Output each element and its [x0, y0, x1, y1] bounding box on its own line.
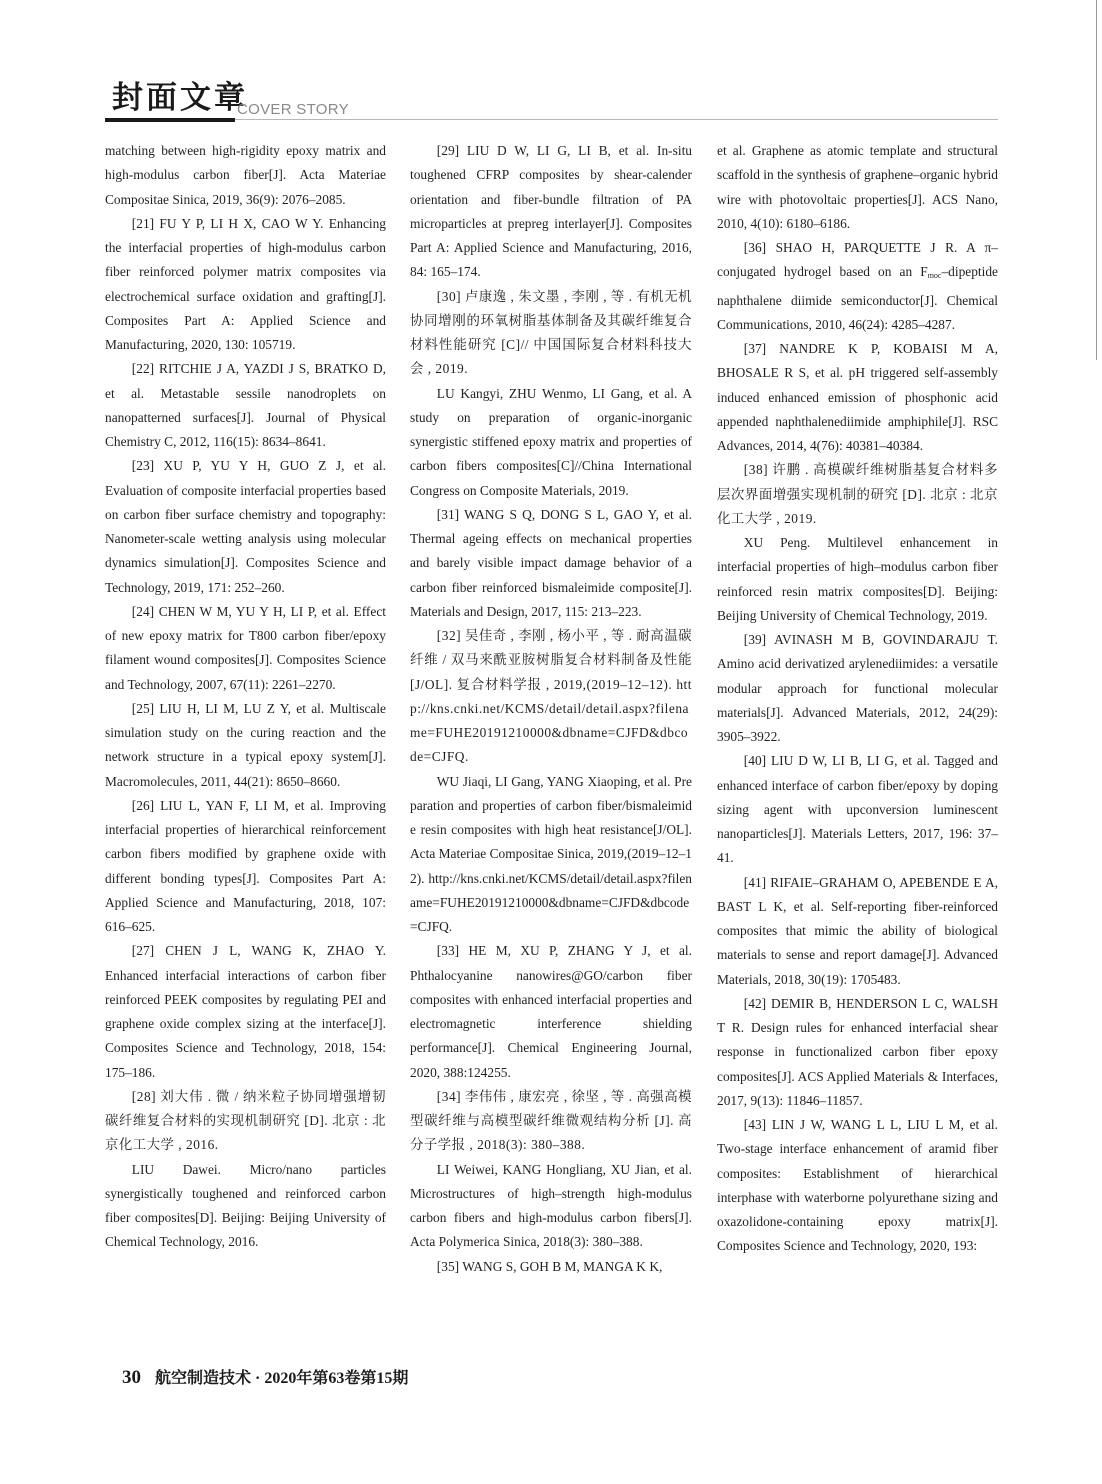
reference-23: [23] XU P, YU Y H, GUO Z J, et al. Evaluation of composite interfacial properties based on carbon fiber surface chemistry and topography: Nanometer-scale wetting analysis using molecular dynamics simulation[J]. Composites Science and Technology, 2019, 171: 252–260.	[105, 458, 386, 595]
reference-34: [34] 李伟伟 , 康宏亮 , 徐坚 , 等 . 高强高模型碳纤维与高模型碳纤维微观结构分析 [J]. 高分子学报 , 2018(3): 380–388.	[410, 1088, 692, 1153]
reference-25: [25] LIU H, LI M, LU Z Y, et al. Multiscale simulation study on the curing reaction and the network structure in a typical epoxy system[J]. Macromolecules, 2011, 44(21): 8650–8660.	[105, 700, 386, 789]
reference-39: [39] AVINASH M B, GOVINDARAJU T. Amino acid derivatized arylenediimides: a versatile modular approach for functional molecular materials[J]. Advanced Materials, 2012, 24(29): 3905–3922.	[717, 632, 998, 744]
journal-info: 航空制造技术 · 2020年第63卷第15期	[155, 1370, 409, 1387]
header-rule	[235, 119, 998, 120]
reference-32: [32] 吴佳奇 , 李刚 , 杨小平 , 等 . 耐高温碳纤维 / 双马来酰亚胺树脂复合材料制备及性能 [J/OL]. 复合材料学报 , 2019,(2019–12–12). http://kns.cnki.net/KCMS/detail/detail.aspx?filename=FUHE20191210000&dbname=CJFD&dbcode=CJFQ.	[410, 628, 692, 765]
reference-30: [30] 卢康逸 , 朱文墨 , 李刚 , 等 . 有机无机协同增刚的环氧树脂基体制备及其碳纤维复合材料性能研究 [C]// 中国国际复合材料科技大会 , 2019.	[410, 288, 692, 377]
reference-35: [35] WANG S, GOH B M, MANGA K K,	[436, 1258, 663, 1274]
page-number: 30	[122, 1367, 141, 1388]
reference-24: [24] CHEN W M, YU Y H, LI P, et al. Effect of new epoxy matrix for T800 carbon fiber/epoxy filament wound composites[J]. Composites Science and Technology, 2007, 67(11): 2261–2270.	[105, 603, 386, 692]
reference-continuation: matching between high-rigidity epoxy matrix and high-modulus carbon fiber[J]. Acta Materiae Compositae Sinica, 2019, 36(9): 2076–2085.	[105, 143, 386, 207]
reference-continuation: et al. Graphene as atomic template and structural scaffold in the synthesis of graphene–organic hybrid wire with photovoltaic properties[J]. ACS Nano, 2010, 4(10): 6180–6186.	[717, 143, 998, 231]
reference-36	[717, 236, 998, 337]
reference-column-2	[410, 139, 692, 1279]
reference-21: [21] FU Y P, LI H X, CAO W Y. Enhancing the interfacial properties of high-modulus carbon fiber reinforced polymer matrix composites via electrochemical surface oxidation and grafting[J]. Composites Part A: Applied Science and Manufacturing, 2020, 130: 105719.	[105, 215, 386, 352]
header-bar	[105, 118, 235, 122]
reference-37: [37] NANDRE K P, KOBAISI M A, BHOSALE R S, et al. pH triggered self-assembly induced enhanced emission of phosphonic acid appended naphthalenediimide amphiphile[J]. RSC Advances, 2014, 4(76): 40381–40384.	[717, 341, 998, 453]
reference-29: [29] LIU D W, LI G, LI B, et al. In-situ toughened CFRP composites by shear-calender orientation and fiber-bundle filtration of PA microparticles at prepreg interlayer[J]. Composites Part A: Applied Science and Manufacturing, 2016, 84: 165–174.	[410, 143, 692, 280]
reference-40: [40] LIU D W, LI B, LI G, et al. Tagged and enhanced interface of carbon fiber/epoxy by doping sizing agent with upconversion luminescent nanoparticles[J]. Materials Letters, 2017, 196: 37–41.	[717, 753, 998, 866]
section-subtitle: COVER STORY	[237, 101, 349, 118]
reference-32-translation: WU Jiaqi, LI Gang, YANG Xiaoping, et al. Preparation and properties of carbon fiber/bismaleimide resin composites with high heat resistance[J/OL]. Acta Materiae Compositae Sinica, 2019,(2019–12–12). http://kns.cnki.net/KCMS/detail/detail.aspx?filename=FUHE20191210000&dbname=CJFD&dbcode=CJFQ.	[410, 773, 692, 934]
section-title: 封面文章	[112, 80, 248, 115]
reference-30-translation: LU Kangyi, ZHU Wenmo, LI Gang, et al. A study on preparation of organic-inorganic synergistic stiffened epoxy matrix and properties of carbon fibers composites[C]//China International Congress on Composite Materials, 2019.	[410, 385, 692, 498]
reference-28: [28] 刘大伟 . 微 / 纳米粒子协同增强增韧碳纤维复合材料的实现机制研究 [D]. 北京 : 北京化工大学 , 2016.	[105, 1088, 386, 1153]
reference-36-part-1: [36] SHAO H, PARQUETTE J R. A π–conjugated hydrogel based on an F	[717, 240, 998, 280]
reference-22: [22] RITCHIE J A, YAZDI J S, BRATKO D, et al. Metastable sessile nanodroplets on nanopatterned surfaces[J]. Journal of Physical Chemistry C, 2012, 116(15): 8634–8641.	[105, 361, 386, 449]
reference-38-translation: XU Peng. Multilevel enhancement in interfacial properties of high–modulus carbon fiber reinforced resin matrix composites[D]. Beijing: Beijing University of Chemical Technology, 2019.	[717, 535, 998, 623]
reference-41: [41] RIFAIE–GRAHAM O, APEBENDE E A, BAST L K, et al. Self-reporting fiber-reinforced composites that mimic the ability of biological materials to sense and report damage[J]. Advanced Materials, 2018, 30(19): 1705483.	[717, 874, 998, 987]
reference-33: [33] HE M, XU P, ZHANG Y J, et al. Phthalocyanine nanowires@GO/carbon fiber composites with enhanced interfacial properties and electromagnetic interference shielding performance[J]. Chemical Engineering Journal, 2020, 388:124255.	[410, 943, 692, 1080]
reference-43: [43] LIN J W, WANG L L, LIU L M, et al. Two-stage interface enhancement of aramid fiber composites: Establishment of hierarchical interphase with waterborne polyurethane sizing and oxazolidone-containing epoxy matrix[J]. Composites Science and Technology, 2020, 193:	[717, 1117, 998, 1254]
reference-42: [42] DEMIR B, HENDERSON L C, WALSH T R. Design rules for enhanced interfacial shear response in functionalized carbon fiber epoxy composites[J]. ACS Applied Materials & Interfaces, 2017, 9(13): 11846–11857.	[717, 995, 998, 1108]
reference-34-translation: LI Weiwei, KANG Hongliang, XU Jian, et al. Microstructures of high–strength high-modulus carbon fibers and high-modulus carbon fibers[J]. Acta Polymerica Sinica, 2018(3): 380–388.	[410, 1161, 692, 1250]
page-footer	[122, 1366, 408, 1391]
reference-31: [31] WANG S Q, DONG S L, GAO Y, et al. Thermal ageing effects on mechanical properties and barely visible impact damage behavior of a carbon fiber reinforced bismaleimide composite[J]. Materials and Design, 2017, 115: 213–223.	[410, 506, 692, 619]
reference-27: [27] CHEN J L, WANG K, ZHAO Y. Enhanced interfacial interactions of carbon fiber reinforced PEEK composites by regulating PEI and graphene oxide complex sizing at the interface[J]. Composites Science and Technology, 2018, 154: 175–186.	[105, 943, 386, 1080]
reference-36-subscript: moc	[927, 271, 942, 281]
reference-column-1	[105, 139, 386, 1255]
reference-28-translation: LIU Dawei. Micro/nano particles synergistically toughened and reinforced carbon fiber composites[D]. Beijing: Beijing University of Chemical Technology, 2016.	[105, 1161, 386, 1250]
page-edge-rule	[1096, 0, 1097, 360]
reference-26: [26] LIU L, YAN F, LI M, et al. Improving interfacial properties of hierarchical reinforcement carbon fibers modified by graphene oxide with different bonding types[J]. Composites Part A: Applied Science and Manufacturing, 2018, 107: 616–625.	[105, 797, 386, 934]
reference-36-part-2: –dipeptide naphthalene diimide semiconductor[J]. Chemical Communications, 2010, 46(24): 4285–4287.	[717, 264, 998, 332]
reference-38: [38] 许鹏 . 高模碳纤维树脂基复合材料多层次界面增强实现机制的研究 [D]. 北京 : 北京化工大学 , 2019.	[717, 462, 998, 526]
reference-column-3	[717, 139, 998, 1259]
